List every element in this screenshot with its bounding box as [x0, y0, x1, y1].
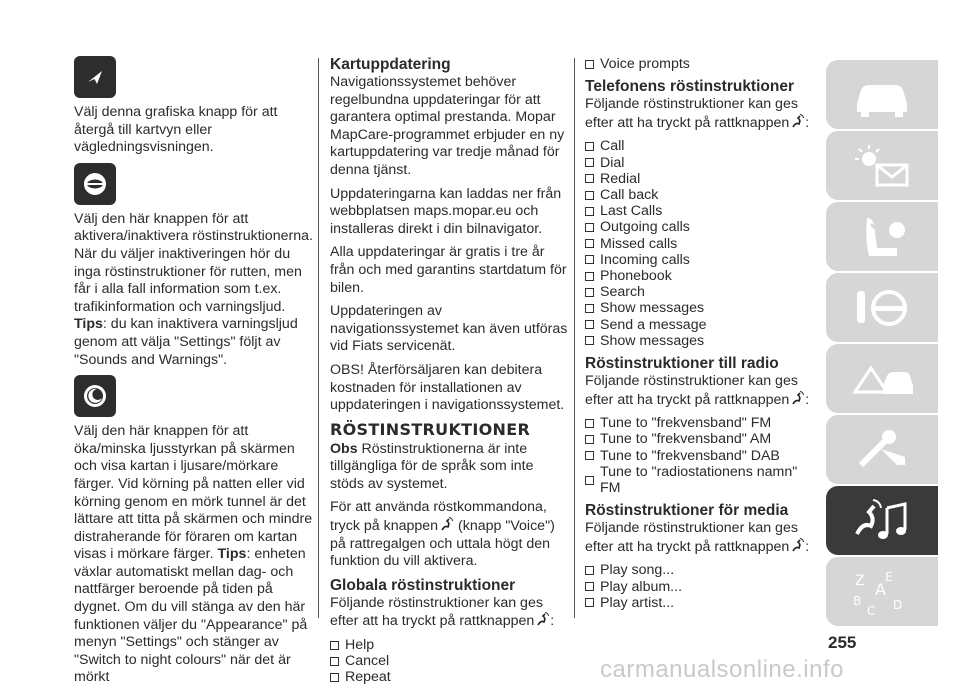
checkbox-icon [585, 239, 594, 248]
checkbox-icon [585, 304, 594, 313]
checkbox-icon [330, 673, 339, 682]
checkbox-icon [585, 255, 594, 264]
page-number: 255 [828, 633, 857, 652]
svg-text:C: C [867, 603, 876, 618]
checkbox-icon [585, 419, 594, 428]
checkbox-icon [585, 174, 594, 183]
list-item: Tune to "frekvensband" DAB [585, 448, 813, 464]
checkbox-icon [585, 320, 594, 329]
voice-toggle-button-illustration [74, 163, 116, 205]
paragraph: Följande röstinstruktioner kan ges efter att ha tryckt på rattknappen : [585, 520, 810, 555]
heading-global-commands: Globala röstinstruktioner [330, 576, 516, 594]
list-item: Play song... [585, 562, 813, 578]
list-item: Show messages [585, 333, 813, 349]
checkbox-icon [585, 582, 594, 591]
checkbox-icon [585, 476, 594, 485]
list-item: Call [585, 138, 813, 154]
list-item: Tune to "frekvensband" AM [585, 431, 813, 447]
list-item: Play artist... [585, 595, 813, 611]
navigation-arrow-icon [80, 62, 110, 92]
paragraph: Uppdateringen av navigationssystemet kan även utföras vid Fiats servicenät. [330, 303, 568, 355]
steering-wheel-icon [847, 281, 917, 335]
voice-command-icon [790, 114, 804, 128]
list-item: Dial [585, 155, 813, 171]
map-view-button-illustration [74, 56, 116, 98]
checkbox-icon [585, 272, 594, 281]
column-right [585, 56, 813, 617]
paragraph: Följande röstinstruktioner kan ges efter att ha tryckt på rattknappen : [585, 96, 810, 131]
multimedia-icon [847, 494, 917, 548]
checkbox-icon [585, 142, 594, 151]
paragraph: Uppdateringarna kan laddas ner från webbplatsen maps.mopar.eu och installeras direkt i din bilnavigator. [330, 185, 562, 237]
svg-text:B: B [853, 593, 862, 608]
list-item: Help [330, 637, 570, 653]
list-item: Play album... [585, 579, 813, 595]
car-icon [847, 68, 917, 122]
list-item: Search [585, 284, 813, 300]
seat-airbag-icon [847, 210, 917, 264]
tab-index[interactable] [826, 557, 938, 626]
tools-icon [847, 423, 917, 477]
voice-command-icon [790, 391, 804, 405]
heading-media-commands: Röstinstruktioner för media [585, 502, 789, 520]
night-mode-button-illustration [74, 375, 116, 417]
night-mode-text: Välj den här knappen för att öka/minska ljusstyrkan på skärmen och visa kartan i ljusare/mörkare färger. Vid körning på natten eller vid körning genom en mörk tunnel är det lättare att titta på skärmen och mindre distraherande för föraren om kartan visas i mörkare färger. Tips: enheten växlar automatiskt mellan dag- och nattfärger beroende på tiden på dygnet. Om du vill stänga av den här funktionen väljer du "Appearance" på menyn "Settings" och stänger av "Switch to night colours" när det är mörkt [74, 423, 313, 686]
checkbox-icon [585, 60, 594, 69]
paragraph: Alla uppdateringar är gratis i tre år från och med garantins startdatum för bilen. [330, 244, 567, 296]
obs-note: Obs Röstinstruktionerna är inte tillgängliga för de språk som inte stöds av systemet. [330, 440, 534, 492]
list-item: Incoming calls [585, 252, 813, 268]
list-item: Tune to "frekvensband" FM [585, 415, 813, 431]
svg-text:E: E [885, 569, 893, 584]
voice-command-icon [439, 517, 453, 531]
global-commands-list [330, 637, 570, 686]
map-view-text: Välj denna grafiska knapp för att återgå till kartvyn eller vägledningsvisningen. [74, 104, 278, 156]
svg-text:Z: Z [855, 572, 865, 589]
list-item: Tune to "radiostationens namn" FM [585, 464, 813, 496]
svg-text:A: A [875, 579, 886, 599]
tab-multimedia[interactable] [826, 486, 938, 555]
breakdown-icon [847, 352, 917, 406]
checkbox-icon [585, 451, 594, 460]
checkbox-icon [330, 657, 339, 666]
heading-radio-commands: Röstinstruktioner till radio [585, 355, 779, 373]
list-item: Send a message [585, 317, 813, 333]
column-middle [330, 56, 570, 692]
checkbox-icon [585, 207, 594, 216]
tips-label-2: Tips [217, 546, 247, 563]
paragraph: För att använda röstkommandona, tryck på knappen (knapp "Voice") på rattregalgen och uttala högt den funktion du vill aktivera. [330, 499, 555, 570]
column-divider [574, 58, 575, 618]
watermark: carmanualsonline.info [600, 656, 844, 683]
list-item: Show messages [585, 300, 813, 316]
voice-prompts-list [585, 56, 813, 72]
list-item: Redial [585, 171, 813, 187]
list-item: Outgoing calls [585, 219, 813, 235]
list-item: Call back [585, 187, 813, 203]
moon-icon [80, 381, 110, 411]
alphabet-index-icon [847, 565, 917, 619]
phone-commands-list [585, 138, 813, 349]
checkbox-icon [330, 641, 339, 650]
heading-voice-instructions: RÖSTINSTRUKTIONER [330, 419, 531, 439]
heading-map-update: Kartuppdatering [330, 56, 451, 73]
list-item: Missed calls [585, 236, 813, 252]
tab-driving[interactable] [826, 273, 938, 342]
checkbox-icon [585, 191, 594, 200]
list-item: Phonebook [585, 268, 813, 284]
column-divider [318, 58, 319, 618]
list-item: Repeat [330, 669, 570, 685]
radio-commands-list [585, 415, 813, 496]
tab-safety[interactable] [826, 202, 938, 271]
media-commands-list [585, 562, 813, 611]
checkbox-icon [585, 336, 594, 345]
chapter-tabs [826, 60, 938, 628]
list-item: Voice prompts [585, 56, 813, 72]
tab-car[interactable] [826, 60, 938, 129]
mute-voice-icon [80, 169, 110, 199]
tab-warning-lights[interactable] [826, 131, 938, 200]
checkbox-icon [585, 288, 594, 297]
paragraph: Följande röstinstruktioner kan ges efter att ha tryckt på rattknappen : [585, 373, 810, 408]
checkbox-icon [585, 598, 594, 607]
heading-phone-commands: Telefonens röstinstruktioner [585, 78, 794, 96]
checkbox-icon [585, 566, 594, 575]
checkbox-icon [585, 223, 594, 232]
svg-text:D: D [893, 597, 903, 612]
tab-maintenance[interactable] [826, 415, 938, 484]
list-item: Cancel [330, 653, 570, 669]
voice-command-icon [535, 612, 549, 626]
paragraph: Navigationssystemet behöver regelbundna uppdateringar för att garantera optimal prestanda. Mopar MapCare-programmet erbjuder en ny kartuppdatering var tredje månad för denna tjänst. [330, 74, 565, 178]
tips-label: Tips [74, 316, 103, 333]
voice-toggle-text: Välj den här knappen för att aktivera/inaktivera röstinstruktionerna. När du väljer inaktiveringen hör du inga röstinstruktioner för rutten, men får i alla fall information som t.ex. trafikinformation och varningsljud. Tips: du kan inaktivera varningsljud genom att välja "Settings" följt av "Sounds and Warnings". [74, 210, 313, 368]
warning-lights-icon [847, 139, 917, 193]
paragraph: OBS! Återförsäljaren kan debitera kostnaden för installationen av uppdateringen i navigationssystemet. [330, 361, 565, 414]
list-item: Last Calls [585, 203, 813, 219]
voice-command-icon [790, 538, 804, 552]
tab-emergency[interactable] [826, 344, 938, 413]
column-left [74, 56, 314, 693]
paragraph: Följande röstinstruktioner kan ges efter att ha tryckt på rattknappen : [330, 594, 555, 630]
checkbox-icon [585, 435, 594, 444]
checkbox-icon [585, 158, 594, 167]
